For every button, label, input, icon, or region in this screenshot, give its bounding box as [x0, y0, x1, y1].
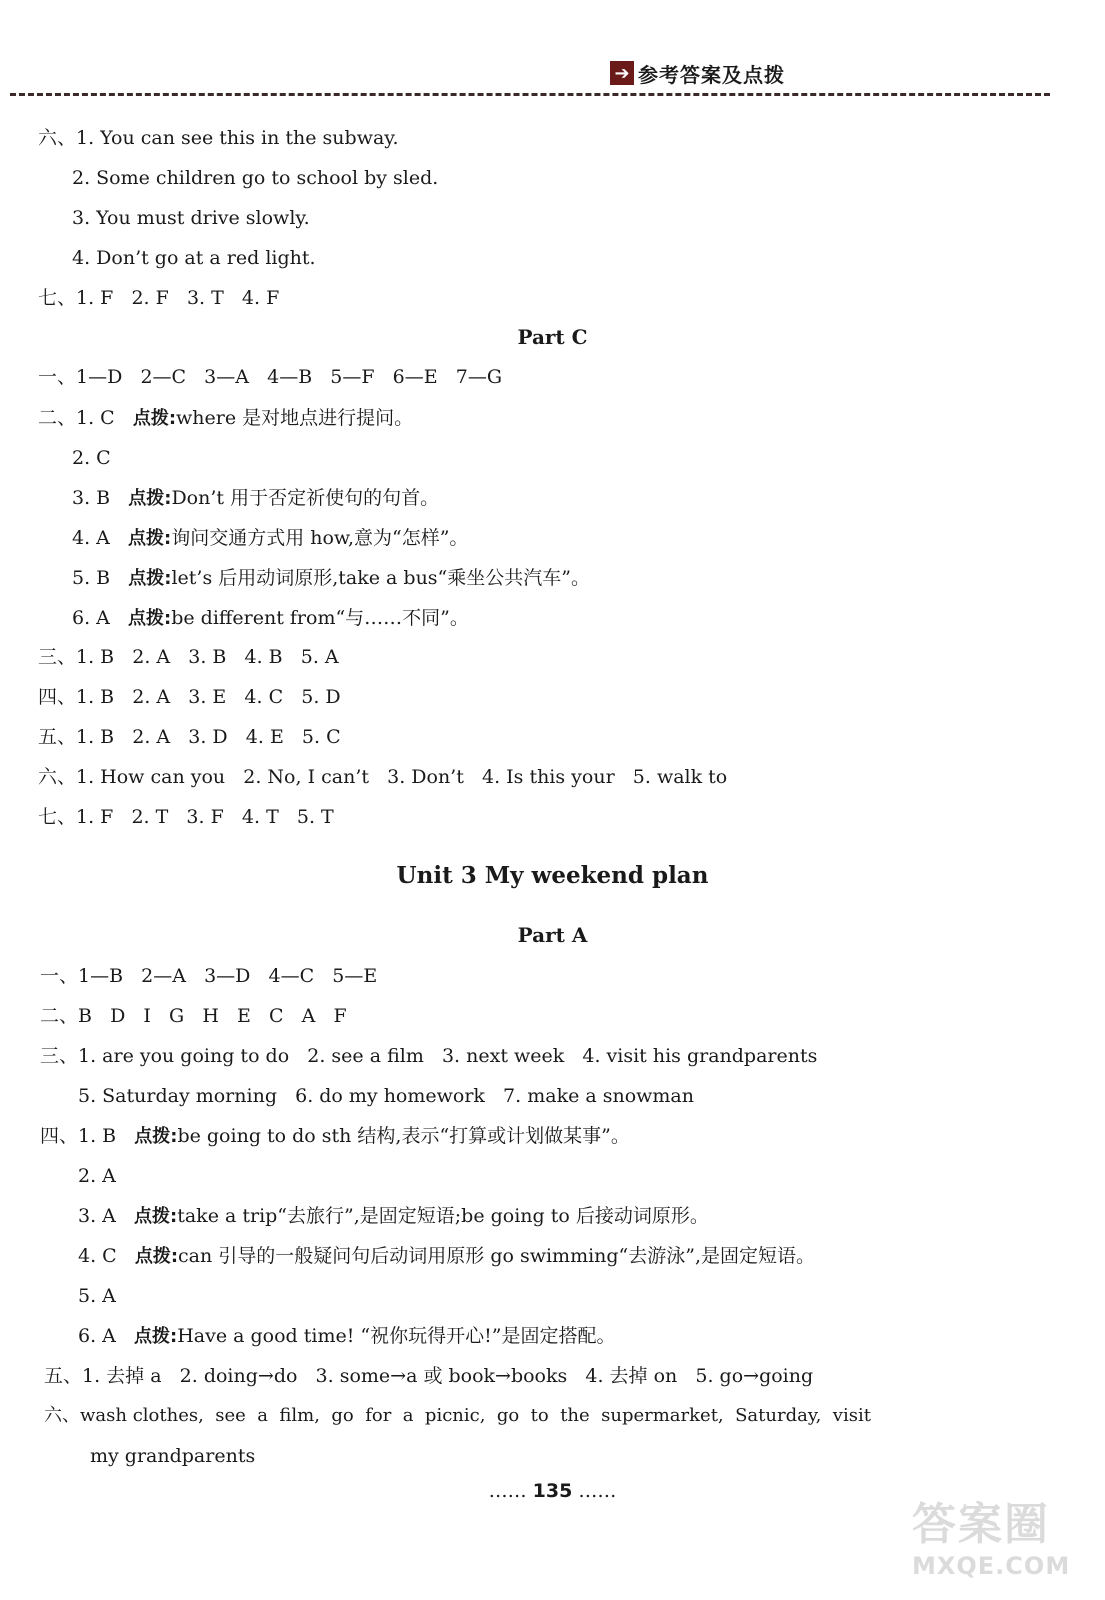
answer-line: 4. A 点拨:询问交通方式用 how,意为“怎样”。 [72, 527, 469, 549]
answer-line: 5. A [78, 1285, 116, 1307]
hint-label: 点拨: [134, 1126, 178, 1147]
answer-line: 3. B 点拨:Don’t 用于否定祈使句的句首。 [72, 487, 440, 509]
answer-line: 2. Some children go to school by sled. [72, 167, 439, 189]
hint-label: 点拨: [128, 528, 172, 549]
answer-line: 三、1. are you going to do 2. see a film 3. next week 4. visit his grandparents [40, 1045, 818, 1067]
hint-label: 点拨: [128, 568, 172, 589]
answer-line: 四、1. B 2. A 3. E 4. C 5. D [38, 686, 341, 708]
hint-label: 点拨: [132, 408, 177, 429]
answer-line: 5. B 点拨:let’s 后用动词原形,take a bus“乘坐公共汽车”。 [72, 567, 590, 589]
answer-line: 3. A 点拨:take a trip“去旅行”,是固定短语;be going to 后接动词原形。 [78, 1205, 709, 1227]
answer-line: 6. A 点拨:Have a good time! “祝你玩得开心!”是固定搭配。 [78, 1325, 616, 1347]
unit-heading: Unit 3 My weekend plan [396, 862, 709, 889]
hint-label: 点拨: [128, 488, 172, 509]
answer-line: 四、1. B 点拨:be going to do sth 结构,表示“打算或计划做某事”。 [40, 1125, 630, 1147]
answer-line: 3. You must drive slowly. [72, 207, 310, 229]
page-number: …… 135 …… [488, 1480, 617, 1502]
answer-line: 5. Saturday morning 6. do my homework 7. make a snowman [78, 1085, 694, 1107]
hint-label: 点拨: [128, 608, 172, 629]
answer-line: 七、1. F 2. F 3. T 4. F [38, 287, 280, 309]
hint-label: 点拨: [134, 1246, 179, 1267]
answer-line: 一、1—B 2—A 3—D 4—C 5—E [40, 965, 378, 987]
answer-line: my grandparents [90, 1445, 256, 1467]
hint-label: 点拨: [134, 1206, 178, 1227]
answer-line: 六、1. How can you 2. No, I can’t 3. Don’t 4. Is this your 5. walk to [38, 766, 728, 788]
answer-line: 五、1. B 2. A 3. D 4. E 5. C [38, 726, 341, 748]
hint-label: 点拨: [134, 1326, 178, 1347]
answer-line: 2. C [72, 447, 111, 469]
answer-line: 4. Don’t go at a red light. [72, 247, 316, 269]
answer-line: 六、wash clothes, see a film, go for a picnic, go to the supermarket, Saturday, visit [44, 1405, 871, 1426]
answer-line: 2. A [78, 1165, 116, 1187]
answer-line: 二、B D I G H E C A F [40, 1005, 347, 1027]
answer-line: 三、1. B 2. A 3. B 4. B 5. A [38, 646, 339, 668]
answer-line: 6. A 点拨:be different from“与……不同”。 [72, 607, 469, 629]
header-divider [10, 93, 1050, 96]
arrow-right-icon: ➔ [610, 61, 634, 85]
answer-line: 二、1. C 点拨:where 是对地点进行提问。 [38, 407, 414, 429]
answer-line: 4. C 点拨:can 引导的一般疑问句后动词用原形 go swimming“去游泳”,是固定短语。 [78, 1245, 816, 1267]
answer-line: 五、1. 去掉 a 2. doing→do 3. some→a 或 book→books 4. 去掉 on 5. go→going [44, 1365, 814, 1387]
part-c-heading: Part C [517, 325, 588, 349]
part-a-heading: Part A [517, 923, 588, 947]
answer-line: 六、1. You can see this in the subway. [38, 127, 399, 149]
answer-line: 一、1—D 2—C 3—A 4—B 5—F 6—E 7—G [38, 366, 503, 388]
header-title: 参考答案及点拨 [638, 62, 785, 87]
watermark-logo: 答案圈 MXQE.COM [912, 1499, 1071, 1580]
answer-line: 七、1. F 2. T 3. F 4. T 5. T [38, 806, 334, 828]
page-header [610, 58, 785, 88]
